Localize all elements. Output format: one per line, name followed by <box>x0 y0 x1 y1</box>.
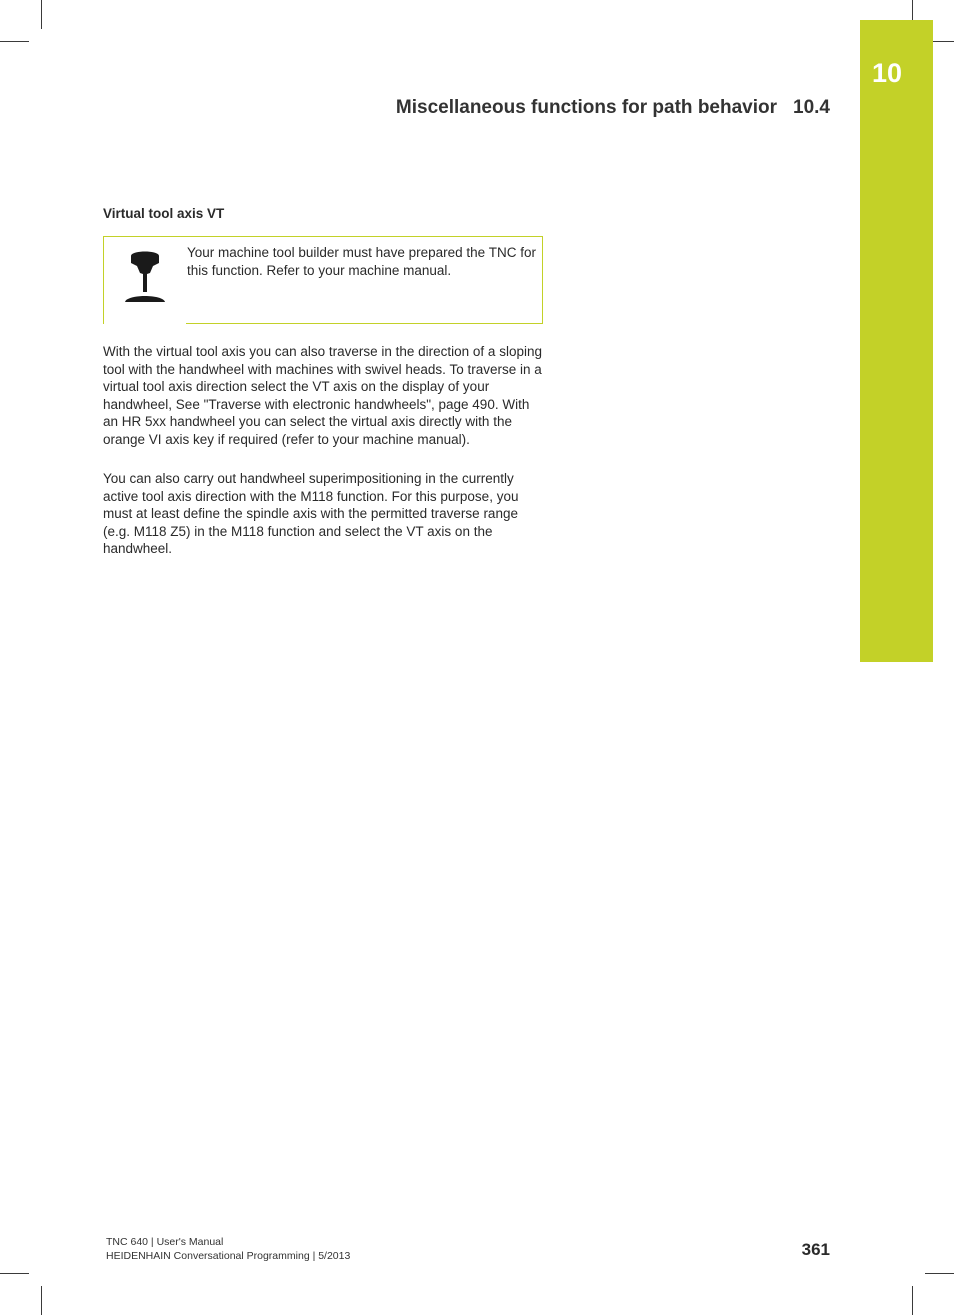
crop-mark <box>0 41 29 42</box>
machine-manual-icon <box>121 246 169 304</box>
crop-mark <box>41 0 42 29</box>
crop-mark <box>0 1273 29 1274</box>
footer-manual-title: TNC 640 | User's Manual <box>106 1236 224 1248</box>
note-text: Your machine tool builder must have prepared the TNC for this function. Refer to your machine manual. <box>187 245 536 278</box>
running-header <box>360 97 830 119</box>
footer-edition: HEIDENHAIN Conversational Programming | 5/2013 <box>106 1250 351 1262</box>
note-divider <box>104 322 186 324</box>
header-title: Miscellaneous functions for path behavior <box>395 97 778 118</box>
crop-mark <box>41 1286 42 1315</box>
chapter-tab <box>860 20 933 662</box>
section-heading: Virtual tool axis VT <box>103 206 225 221</box>
header-section-number: 10.4 <box>793 97 830 118</box>
paragraph-superimpositioning: You can also carry out handwheel superimpositioning in the currently active tool axis direction with the M118 function. For this purpose, you must at least define the spindle axis with the permitted traverse range (e.g. M118 Z5) in the M118 function and select the VT axis on the handwheel. <box>103 471 519 556</box>
machine-manual-note <box>103 236 543 324</box>
crop-mark <box>933 41 954 42</box>
crop-mark <box>925 1273 954 1274</box>
paragraph-virtual-axis: With the virtual tool axis you can also traverse in the direction of a sloping tool with the handwheel with machines with swivel heads. To traverse in a virtual tool axis direction select the VT axis on the display of your handwheel, See "Traverse with electronic handwheels", page 490. With an HR 5xx handwheel you can select the virtual axis directly with the orange VI axis key if required (refer to your machine manual). <box>103 344 542 447</box>
chapter-number: 10 <box>872 58 903 88</box>
footer-info <box>106 1235 350 1263</box>
body-paragraph <box>103 470 548 558</box>
crop-mark <box>912 1286 913 1315</box>
body-paragraph <box>103 343 548 448</box>
note-icon-cell <box>104 237 187 323</box>
page-number: 361 <box>801 1240 830 1259</box>
crop-mark <box>912 0 913 20</box>
